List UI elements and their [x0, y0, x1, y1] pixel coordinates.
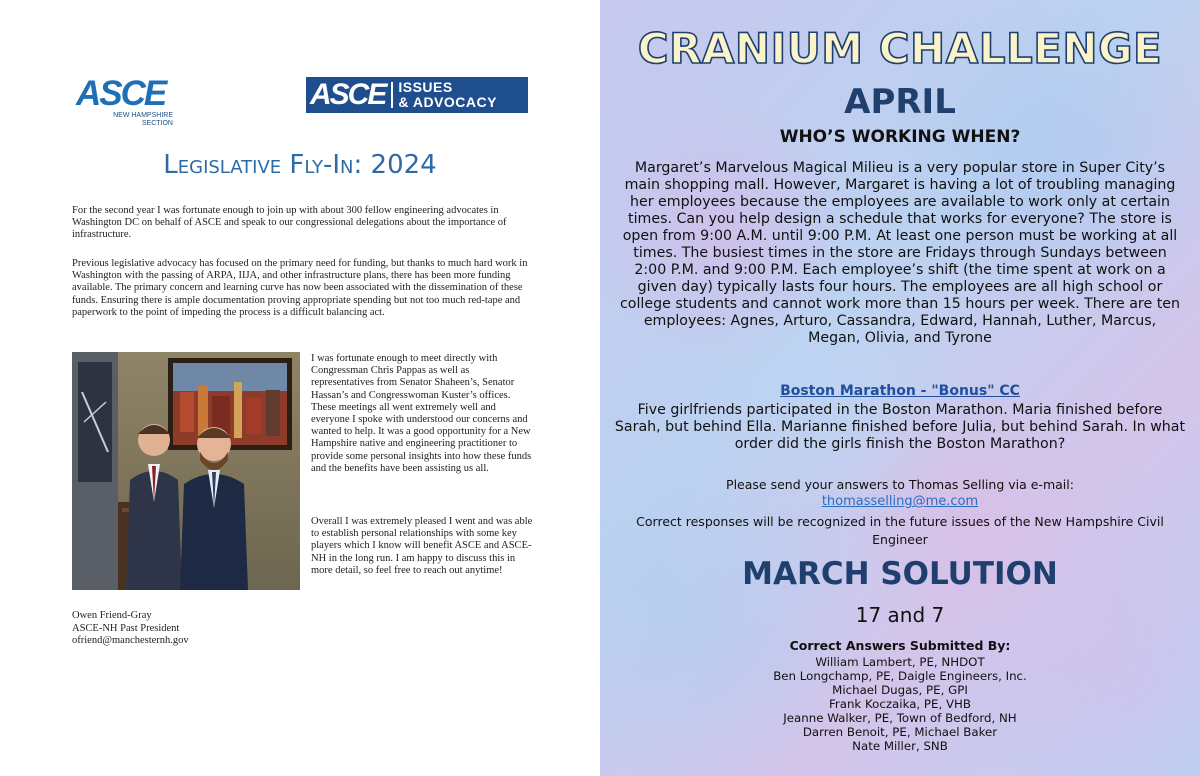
issues-logo-line-2: & ADVOCACY: [398, 94, 497, 110]
challenge-title: CRANIUM CHALLENGE: [637, 24, 1163, 73]
photo-illustration: [72, 352, 300, 590]
article-title: Legislative Fly-In: 2024: [163, 150, 437, 180]
march-solution-title: MARCH SOLUTION: [742, 556, 1058, 592]
correct-answer-name: Michael Dugas, PE, GPI: [832, 683, 968, 697]
correct-answers-heading: Correct Answers Submitted By:: [789, 638, 1011, 653]
author-email[interactable]: ofriend@manchesternh.gov: [72, 635, 189, 647]
correct-answer-name: Jeanne Walker, PE, Town of Bedford, NH: [783, 711, 1017, 725]
issues-logo-divider: [391, 82, 393, 108]
author-title: ASCE-NH Past President: [72, 622, 180, 634]
asce-nh-logo-sub-1: NEW HAMPSHIRE: [113, 112, 173, 119]
correct-answer-name: Ben Longchamp, PE, Daigle Engineers, Inc.: [773, 669, 1027, 683]
asce-nh-logo: [76, 76, 176, 134]
article-signature: [72, 610, 189, 648]
correct-answer-name: Nate Miller, SNB: [852, 739, 948, 753]
cranium-challenge-page: [600, 0, 1200, 776]
march-solution-answer: 17 and 7: [855, 603, 945, 627]
photo-congressman-meeting: [72, 352, 300, 590]
send-answers-text: Please send your answers to Thomas Selling via e-mail:: [726, 477, 1074, 492]
bonus-challenge-text: Five girlfriends participated in the Boston Marathon. Maria finished before Sarah, but behind Ella. Marianne finished before Julia, but behind Sarah. In what order did the girls finish the Boston Marathon?: [614, 402, 1186, 452]
article-paragraph-3: I was fortunate enough to meet directly with Congressman Chris Pappas as well as representatives from Senator Shaheen’s, Senator Hassan’s and Congresswoman Kuster’s offices. These meetings all went extremely well and everyone I spoke with understood our concerns and wanted to help. It was a good opportunity for a New Hampshire native and engineering practitioner to provide some personal insights into how these funds and the benefits have been assisting us all.: [311, 353, 532, 474]
correct-answer-name: Frank Koczaika, PE, VHB: [828, 697, 972, 711]
recognition-text: Correct responses will be recognized in the future issues of the New Hampshire Civil Engineer: [636, 514, 1164, 547]
asce-nh-logo-sub-2: SECTION: [141, 120, 173, 127]
issues-logo-wordmark: ASCE: [310, 78, 386, 111]
issues-logo-line-1: ISSUES: [398, 79, 453, 95]
issues-logo-text: [398, 80, 497, 110]
email-link[interactable]: thomasselling@me.com: [821, 494, 979, 509]
bonus-challenge-title: Boston Marathon - "Bonus" CC: [780, 383, 1020, 399]
article-paragraph-4: Overall I was extremely pleased I went and was able to establish personal relationships with some key players which I know will benefit ASCE and ASCE-NH in the long run. I am happy to discuss this in more detail, so feel free to reach out anytime!: [311, 516, 533, 576]
asce-issues-advocacy-logo: [306, 77, 528, 113]
correct-answer-name: William Lambert, PE, NHDOT: [815, 655, 985, 669]
correct-answer-name: Darren Benoit, PE, Michael Baker: [802, 725, 998, 739]
author-name: Owen Friend-Gray: [72, 610, 152, 621]
challenge-month: APRIL: [844, 82, 956, 122]
article-paragraph-2: Previous legislative advocacy has focused on the primary need for funding, but thanks to much hard work in Washington with the passing of ARPA, IIJA, and other infrastructure plans, there has been more funding available. The primary concern and learning curve has now been associated with the dissemination of these funds. Ensuring there is ample documentation proving appropriate spending but not too much red-tape and paperwork to the point of impeding the process is a difficult balancing act.: [72, 258, 528, 318]
challenge-subtitle: WHO’S WORKING WHEN?: [779, 127, 1021, 147]
article-paragraph-1: For the second year I was fortunate enough to join up with about 300 fellow engineering advocates in Washington DC on behalf of ASCE and speak to our congressional delegations about the importance of infrastructure.: [72, 205, 507, 241]
correct-answers-list: [600, 655, 1200, 753]
challenge-puzzle-text: Margaret’s Marvelous Magical Milieu is a very popular store in Super City’s main shopping mall. However, Margaret is having a lot of troubling managing her employees because the employees are available to work only at certain times. Can you help design a schedule that works for everyone? The store is open from 9:00 A.M. until 9:00 P.M. At least one person must be working at all times. The busiest times in the store are Fridays through Sundays between 2:00 P.M. and 9:00 P.M. Each employee’s shift (the time spent at work on a given day) typically lasts four hours. The employees are all high school or college students and cannot work more than 15 hours per week. There are ten employees: Agnes, Arturo, Cassandra, Edward, Hannah, Luther, Marcus, Megan, Olivia, and Tyrone: [620, 160, 1180, 346]
asce-nh-logo-wordmark: ASCE: [76, 74, 166, 113]
